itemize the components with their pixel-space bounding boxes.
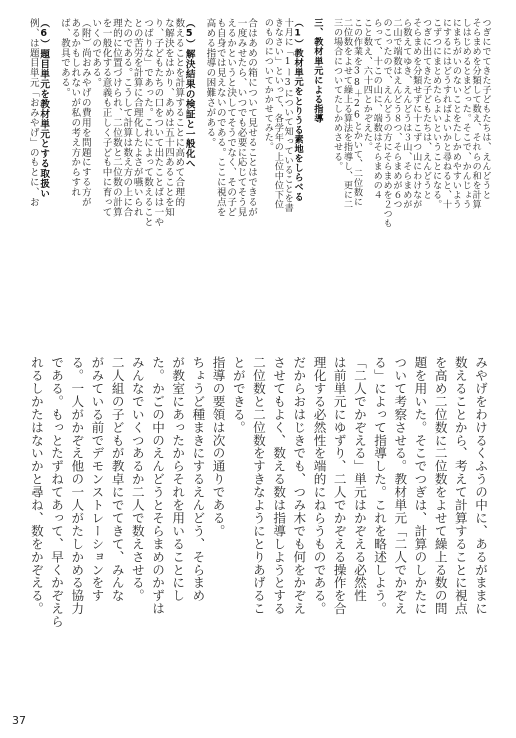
text-column: 題を用いた。そこでつぎは、計算のしかたに: [412, 356, 428, 615]
page-number: 37: [12, 714, 26, 727]
subsection-heading: （5）解決結果の検証と一般化へ: [183, 18, 195, 169]
text-column: いくのである。: [90, 18, 102, 88]
text-column: 指導の要領は次の通りである。: [210, 356, 226, 538]
text-column: も自身では見えないのである。ここに視点を: [214, 18, 226, 217]
text-column: こと数え、六十四とかぞえた。: [361, 18, 373, 152]
text-column: にするにはどうすればよいかと尋ねると、十: [440, 18, 452, 209]
text-column: 二位数をよせて繰上る算法を指導し、更に二: [341, 18, 353, 209]
text-column: た。かごの中のえんどうとそらまめのかずは: [150, 356, 165, 615]
column-gap: [302, 18, 312, 340]
text-column: みんなでいくつあるか二人で数えさせる。: [129, 356, 145, 603]
upper-left-text-block: [26, 18, 256, 340]
text-column: ついて考察させる。教材単元「二人でかぞえ: [392, 356, 408, 615]
subsection-heading: （1）教材単元をとりうる素地をしらべる: [292, 18, 304, 202]
text-column: つばりな」であった。これによって数えること: [142, 18, 154, 227]
text-column: こずつにまとめたらよいということになる。: [430, 18, 442, 209]
column-gap: [322, 18, 332, 340]
text-column: との苦労を計算に合理化したよさが嚥いられ: [131, 18, 143, 217]
text-column: を一般化する意義も正しく子ども中に育って: [100, 18, 112, 217]
text-column: つぎに出てきた子どもたちは、えんどうと: [420, 18, 432, 200]
text-column: とができる。: [230, 356, 246, 434]
text-column: （附）尚おみやげの費用を問題にする方が: [79, 18, 91, 208]
lower-text-block: [26, 356, 490, 678]
text-column: 三の場合についてたしかめさせる。: [331, 18, 343, 171]
text-column: らって、十この山に、端数はそらまめの４: [371, 18, 383, 200]
text-column: 理化する必然性を端的にねらうものである。: [311, 356, 327, 615]
text-column: を高め二位数に二位数をよせて繰上る数の問: [432, 356, 448, 615]
text-column: そらまめを分類して数え、それらの和を計算: [470, 18, 482, 209]
text-column: れるしかたはないかと尋ね、数をかぞえる。: [28, 356, 44, 615]
text-column: 二位数と二位数をすきなようにとりあげるこ: [250, 356, 266, 615]
text-column: り、子どもたちの口をついて出たことばは一や: [152, 18, 164, 227]
text-column: たのである。こうして計算は数え方の上に合: [121, 18, 133, 217]
text-column: しはじめるとまどった。そこで、かんじょう: [460, 18, 472, 209]
text-column: がみている前でデモンストレーションをす: [89, 356, 105, 603]
text-column: きなさい」といって、各学年の上位中位下位: [272, 18, 284, 209]
text-column: 高める指導の困難さがある。: [204, 18, 216, 148]
text-column: ば、教具である。: [58, 18, 70, 98]
text-column: のこったので、えんどうの方にそらまめを２つも: [381, 18, 393, 229]
column-gap: [194, 18, 204, 340]
text-column: 「二人でかぞえる」単元はかぞえる必然性: [351, 356, 367, 603]
text-column: のものについてかかせてみた。: [262, 18, 274, 152]
text-column: にまちがいのないことをたしかめやすいよう: [450, 18, 462, 209]
text-column: 十月に「1ー3について知っていることを書: [282, 18, 294, 213]
text-column: えるかというと決してそうでなく、その子ど: [225, 18, 237, 217]
text-column: ちょうど種まきにするえんどう、そらまめ: [190, 356, 206, 603]
text-column: る」によって指導した。これを略述しよう。: [372, 356, 388, 615]
text-column: な解決をはかり、あめは五十四あることを知: [162, 18, 174, 217]
text-column: させてもよく、数える数は指導しようとする: [271, 356, 287, 615]
text-column: 数えることから、考えて計算することに視点: [452, 356, 468, 615]
text-column: 例、は題目単元「おみやげ」のもとに、お: [27, 18, 39, 208]
text-column: 一度みせたら、いつでも必要に応じてそう見: [235, 18, 247, 217]
text-column: あるかもしれないが私の考え方からすれ: [69, 18, 81, 198]
column-gap: [48, 18, 58, 340]
text-column: 理的に位置づけられ、二位数と二位数の計算: [110, 18, 122, 217]
text-column: が教室にあったからそれを用いることにし: [170, 356, 186, 603]
text-column: だからおはじきでも、つみ木でも何をかぞえ: [291, 356, 307, 615]
text-column: である。もっとたずねてあって、早くかぞえら: [49, 356, 65, 628]
section-heading: 三、教材単元による指導: [311, 18, 323, 124]
text-column: ら数えてゆき、えんどうは３山、そらまめが: [400, 18, 412, 209]
text-column: 二人組の子どもが教卓にでてきて、みんな: [109, 356, 125, 603]
text-column: 合はあめの箱について見せることはできるが: [246, 18, 257, 217]
text-column: 数えることを計算することに高めて合理的: [173, 18, 185, 208]
text-column: みやげをわけるくふうの中に、あるがままに: [473, 356, 488, 615]
upper-text-block: [262, 18, 490, 340]
subsection-heading: （6）題目単元を教材単元とする取扱い: [38, 18, 50, 199]
text-column: この作業を38＋26とかいて、二位数に: [351, 18, 363, 207]
text-column: つぎにでてきた子どもたちは、えんどうと: [480, 18, 491, 200]
text-column: そらまめを分類せずに十こずつ山にわけなが: [410, 18, 422, 209]
text-column: る。一人がかぞえ他の一人がたしかめる協力: [69, 356, 85, 615]
text-column: は前単元にゆずり、二人でかぞえる操作を合: [331, 356, 347, 615]
text-column: 二山で端数はえんどう８つ、そらまめが６つ: [390, 18, 402, 209]
